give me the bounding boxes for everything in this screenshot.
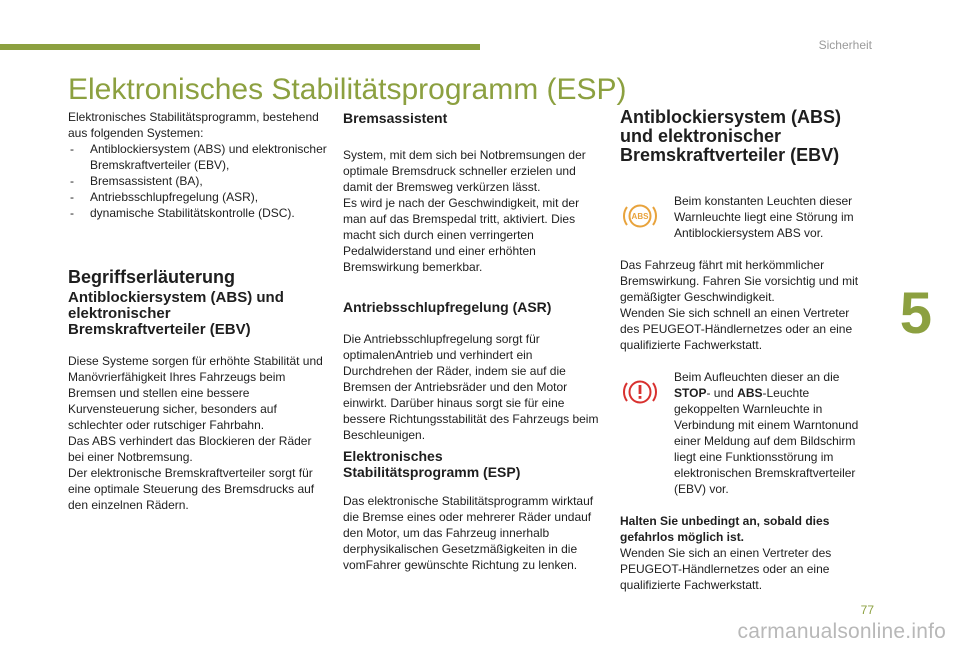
abs-warning-block [620,193,860,241]
system-list [68,141,330,221]
abs-label: ABS [737,386,763,400]
paragraph: Die Antriebsschlupfregelung sorgt für optimalenAntrieb und verhindert ein Durchdrehen der Räder, indem sie auf die Bremsen der Antriebsräder und den Motor einwirkt. Darüber hinaus sorgt sie für eine bessere Richtungsstabilität des Fahrzeugs beim Beschleunigen. [343,332,599,442]
stop-label: STOP [674,386,707,400]
paragraph: Diese Systeme sorgen für erhöhte Stabilität und Manövrierfähigkeit Ihres Fahrzeugs beim Bremsen und stellen eine bessere Kurvensteuerung sicher, besonders auf schlechter oder rutschiger Fahrbahn. [68,354,323,432]
heading-asr: Antriebsschlupfregelung (ASR) [343,299,552,315]
paragraph: Der elektronische Bremskraftverteiler sorgt für eine optimale Steuerung des Bremsdrucks auf den einzelnen Rädern. [68,466,315,512]
paragraph: Es wird je nach der Geschwindigkeit, mit der man auf das Bremspedal tritt, aktiviert. Dies macht sich durch einen verringerten Pedalwiderstand und einer erhöhten Bremswirkung bemerkbar. [343,196,580,274]
text-run: -Leuchte gekoppelten Warnleuchte in Verbindung mit einem Warntonund einer Meldung auf dem Bildschirm liegt eine Funktionsstörung im elektronischen Bremskraftverteiler (EBV) vor. [674,386,859,496]
list-item: - Antiblockiersystem (ABS) und elektronischer Bremskraftverteiler (EBV), [68,141,330,173]
page-number: 77 [860,603,874,617]
column-2 [343,110,605,573]
chapter-bar [0,44,480,50]
column-3 [620,108,860,593]
paragraph: System, mit dem sich bei Notbremsungen der optimale Bremsdruck schneller erzielen und damit der Bremsweg verkürzen lässt. [343,148,586,194]
section-heading: Antiblockiersystem (ABS) und elektronischer Bremskraftverteiler (EBV) [620,107,842,165]
heading-esp: Elektronisches Stabilitätsprogramm (ESP) [343,448,521,480]
list-item: - dynamische Stabilitätskontrolle (DSC). [68,205,330,221]
subsection-heading: Antiblockiersystem (ABS) und elektronischer Bremskraftverteiler (EBV) [68,289,284,338]
page-title: Elektronisches Stabilitätsprogramm (ESP) [68,73,627,106]
brake-warning-icon [620,375,660,409]
section-heading: Begriffserläuterung [68,267,236,287]
important-notice: Halten Sie unbedingt an, sobald dies gefahrlos möglich ist. [620,514,830,544]
heading-bremsassistent: Bremsassistent [343,110,448,126]
list-item: - Antriebsschlupfregelung (ASR), [68,189,330,205]
brake-warning-block [620,369,860,497]
paragraph: Das elektronische Stabilitätsprogramm wirktauf die Bremse eines oder mehrerer Räder undauf den Motor, um das Fahrzeug innerhalb derphysikalischen Gesetzmäßigkeiten in die vomFahrer gewünschte Richtung zu lenken. [343,494,594,572]
paragraph: Wenden Sie sich schnell an einen Vertreter des PEUGEOT-Händlernetzes oder an eine qualifizierte Fachwerkstatt. [620,306,853,352]
text-run: - und [706,386,738,400]
watermark: carmanualsonline.info [737,620,946,643]
paragraph: Wenden Sie sich an einen Vertreter des PEUGEOT-Händlernetzes oder an eine qualifizierte Fachwerkstatt. [620,546,832,592]
abs-warning-icon [620,199,660,233]
section-label: Sicherheit [818,38,872,52]
column-1 [68,109,330,513]
list-item: - Bremsassistent (BA), [68,173,330,189]
paragraph: Das Fahrzeug fährt mit herkömmlicher Bremswirkung. Fahren Sie vorsichtig und mit gemäßigter Geschwindigkeit. [620,258,859,304]
paragraph [674,369,860,497]
text-run: Beim Aufleuchten dieser an die [674,370,840,384]
chapter-number: 5 [899,281,932,346]
abs-icon-label: ABS [631,212,649,221]
paragraph: Beim konstanten Leuchten dieser Warnleuchte liegt eine Störung im Antiblockiersystem ABS vor. [674,194,854,240]
intro-text: Elektronisches Stabilitätsprogramm, bestehend aus folgenden Systemen: [68,110,319,140]
paragraph: Das ABS verhindert das Blockieren der Räder bei einer Notbremsung. [68,434,312,464]
